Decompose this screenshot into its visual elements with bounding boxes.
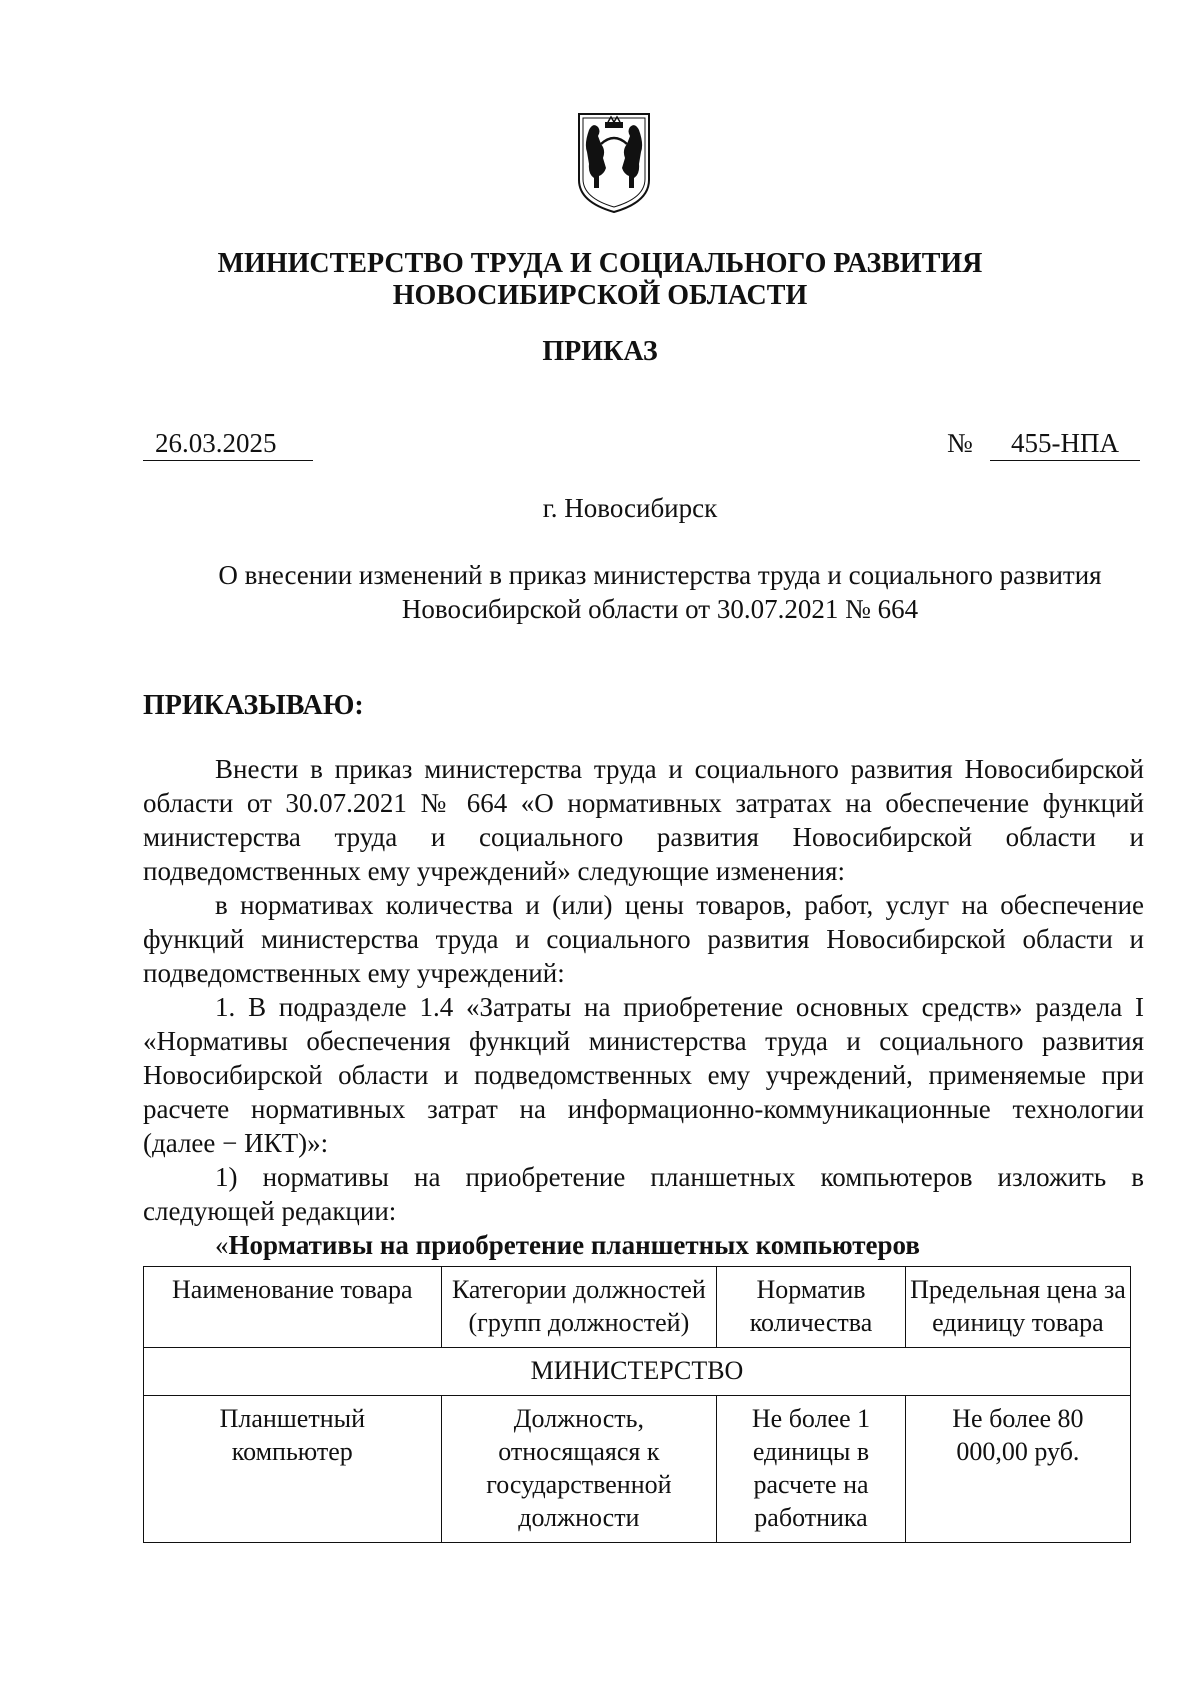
header-quantity-norm: Норматив количества bbox=[717, 1267, 906, 1348]
cell-product-name: Планшетный компьютер bbox=[144, 1396, 442, 1543]
subject-line1: О внесении изменений в приказ министерства труда и социального развития bbox=[218, 560, 1102, 590]
order-word: ПРИКАЗЫВАЮ: bbox=[143, 690, 364, 721]
paragraph-1: Внести в приказ министерства труда и социального развития Новосибирской области от 30.07.2021 № 664 «О нормативных затратах на обеспечение функций министерства труда и социального развития Новосибирской области и подведомственных ему учреждений» следующие изменения: bbox=[143, 754, 1144, 886]
document-body bbox=[143, 752, 1144, 1262]
table-title-text: Нормативы на приобретение планшетных компьютеров bbox=[228, 1230, 920, 1260]
paragraph-3: 1. В подразделе 1.4 «Затраты на приобретение основных средств» раздела I «Нормативы обеспечения функций министерства труда и социального развития Новосибирской области и подведомственных ему учреждений, применяемые при расчете нормативных затрат на информационно-коммуникационные технологии (далее − ИКТ)»: bbox=[143, 992, 1144, 1158]
paragraph-2: в нормативах количества и (или) цены товаров, работ, услуг на обеспечение функций министерства труда и социального развития Новосибирской области и подведомственных ему учреждений: bbox=[143, 890, 1144, 988]
header-product-name: Наименование товара bbox=[144, 1267, 442, 1348]
header-position-category: Категории должностей (групп должностей) bbox=[441, 1267, 717, 1348]
table-title-quote: « bbox=[215, 1230, 229, 1260]
table-header-row bbox=[144, 1267, 1131, 1348]
subject-line2: Новосибирской области от 30.07.2021 № 664 bbox=[401, 594, 919, 624]
number-sign: № bbox=[947, 428, 973, 458]
ministry-title bbox=[0, 248, 1200, 312]
paragraph-4: 1) нормативы на приобретение планшетных компьютеров изложить в следующей редакции: bbox=[143, 1162, 1144, 1226]
document-type: ПРИКАЗ bbox=[542, 336, 658, 367]
city: г. Новосибирск bbox=[542, 493, 718, 523]
norms-table bbox=[143, 1266, 1131, 1543]
document-number: 455-НПА bbox=[990, 426, 1140, 461]
cell-max-price: Не более 80 000,00 руб. bbox=[905, 1396, 1130, 1543]
coat-of-arms-icon bbox=[575, 110, 653, 216]
cell-quantity-norm: Не более 1 единицы в расчете на работника bbox=[717, 1396, 906, 1543]
cell-position-category: Должность, относящаяся к государственной должности bbox=[441, 1396, 717, 1543]
document-subject bbox=[180, 558, 1140, 626]
table-section-row bbox=[144, 1348, 1131, 1396]
header-max-price: Предельная цена за единицу товара bbox=[905, 1267, 1130, 1348]
table-title bbox=[143, 1228, 1144, 1262]
ministry-title-line2: НОВОСИБИРСКОЙ ОБЛАСТИ bbox=[392, 280, 808, 311]
ministry-title-line1: МИНИСТЕРСТВО ТРУДА И СОЦИАЛЬНОГО РАЗВИТИЯ bbox=[217, 248, 983, 279]
table-row bbox=[144, 1396, 1131, 1543]
section-ministry: МИНИСТЕРСТВО bbox=[144, 1348, 1131, 1396]
document-date: 26.03.2025 bbox=[143, 426, 313, 461]
